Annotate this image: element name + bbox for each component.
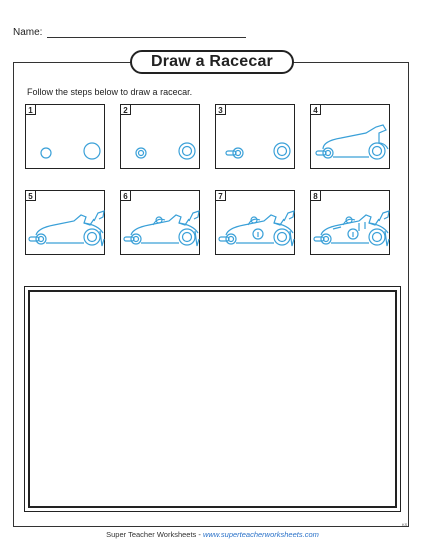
step-number: 1	[25, 104, 36, 115]
step-drawing	[121, 105, 201, 170]
step-box-6	[120, 190, 200, 255]
instructions-text: Follow the steps below to draw a racecar.	[27, 87, 193, 97]
name-label: Name:	[13, 27, 43, 38]
step-box-2	[120, 104, 200, 169]
step-drawing	[121, 191, 201, 266]
drawing-area[interactable]	[24, 286, 401, 512]
step-number: 8	[310, 190, 321, 201]
step-number: 4	[310, 104, 321, 115]
step-drawing	[311, 105, 391, 170]
name-line[interactable]	[47, 37, 246, 38]
step-box-5	[25, 190, 105, 255]
step-drawing	[26, 105, 106, 170]
step-box-3	[215, 104, 295, 169]
step-drawing	[216, 105, 296, 170]
step-number: 3	[215, 104, 226, 115]
page-title: Draw a Racecar	[130, 50, 294, 74]
corner-mark: KS	[402, 522, 408, 527]
step-box-7	[215, 190, 295, 255]
step-number: 2	[120, 104, 131, 115]
step-drawing	[311, 191, 391, 266]
footer	[0, 530, 425, 539]
step-drawing	[26, 191, 106, 266]
step-box-8	[310, 190, 390, 255]
step-number: 7	[215, 190, 226, 201]
step-box-4	[310, 104, 390, 169]
step-drawing	[216, 191, 296, 266]
step-number: 6	[120, 190, 131, 201]
footer-brand: Super Teacher Worksheets	[106, 530, 197, 539]
footer-url-link[interactable]: www.superteacherworksheets.com	[202, 530, 319, 539]
footer-separator: -	[196, 530, 203, 539]
drawing-area-inner	[28, 290, 397, 508]
step-number: 5	[25, 190, 36, 201]
step-box-1	[25, 104, 105, 169]
